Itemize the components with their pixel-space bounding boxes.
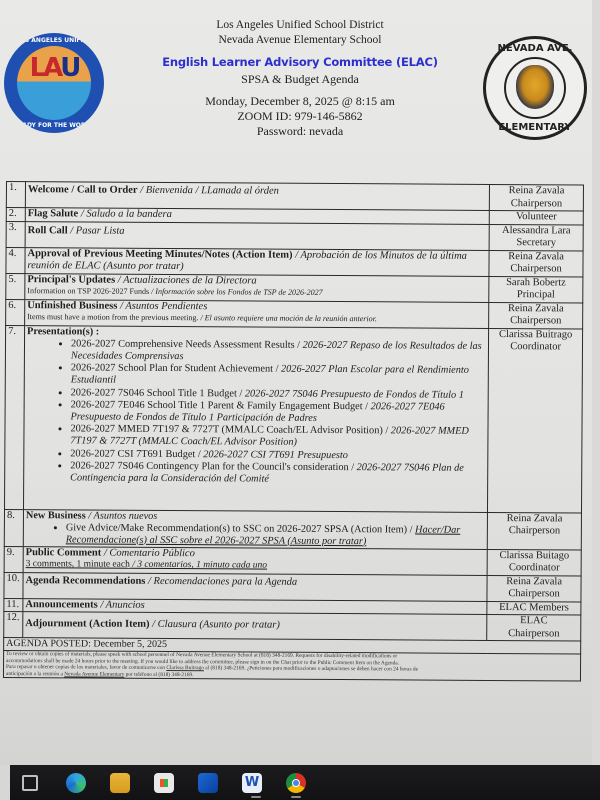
header-text bbox=[150, 18, 450, 139]
task-view-icon[interactable] bbox=[22, 775, 38, 791]
list-item: • 2026-2027 7S046 Contingency Plan for the Council's consideration / 2026-2027 7S046 Plan de Contingencia para la Consideración del Comité bbox=[70, 460, 485, 487]
list-item: • Give Advice/Make Recommendation(s) to SSC on 2026-2027 SPSA (Action Item) / Hacer/Dar Recomendacione(s) al SSC sobre el 2026-2027 SPSA (Asunto por tratar) bbox=[66, 522, 485, 549]
agenda-header bbox=[0, 0, 600, 175]
agenda-row: 11. Announcements / Anuncios ELAC Members bbox=[4, 598, 581, 615]
school-name: Nevada Avenue Elementary School bbox=[218, 34, 382, 46]
chrome-active-indicator bbox=[291, 796, 301, 798]
agenda-row: 7. Presentation(s) : • 2026-2027 Comprehensive Needs Assessment Results / 2026-2027 Repaso de los Resultados de las Necesidades Comprensivas • 2026-2027 School Plan for Student Achievement / 2026-2027 Plan Escolar para el Rendimiento Estudiantil • 2026-2027 7S046 School Title 1 Budget / 2026-2027 7S046 Presupuesto de Fondos de Título 1 • 2026-2027 7E046 School Title 1 Parent & Family Engagement Budget / 2026-2027 7E046 Presupuesto de Fondos de Título 1 Participación de Padres • 2026-2027 MMED 7T197 & 7727T (MMALC Coach/EL Advisor Position) / 2026-2027 MMED 7T197 & 7727T (MMALC Coach/EL Advisor Position) • 2026-2027 CSI 7T691 Budget / 2026-2027 CSI 7T691 Presupuesto • 2026-2027 7S046 Contingency Plan for the Council's consideration / 2026-2027 7S046 Plan de Contingencia para la Consideración del Comité Clarissa Buitrago Coordinator bbox=[4, 325, 582, 513]
zoom-id: ZOOM ID: 979-146-5862 bbox=[237, 109, 363, 123]
lausd-logo-icon: LOS ANGELES UNIFIED LAU READY FOR THE WORLD bbox=[4, 33, 104, 133]
agenda-row: 4. Approval of Previous Meeting Minutes/Notes (Action Item) / Aprobación de los Minutos de la última reunión de ELAC (Asunto por tratar) Reina Zavala Chairperson bbox=[6, 247, 583, 277]
lion-icon bbox=[516, 65, 554, 109]
fine-print: To review or obtain copies of materials, please speak with school personnel of Nevada Avenue Elementary School at (818) 348-2169. Requests for disability-related modifications or accommodations shall be made 24 hours prior to the meeting. If you would like to address the committee, please sign in on the Chat prior to the Public Comment Item on the Agenda. Para repasar u obtener copias de los materiales, favor de comunicarse con Clarissa Buitrago al (818) 348-2169. ¿Peticiones para modificaciones o adaptaciones se deben hacer con 24 horas de anticipación a la reunión a Nevada Avenue Elementary por teléfono al (818) 348-2169. bbox=[3, 650, 580, 681]
agenda-row: 5. Principal's Updates / Actualizaciones de la Directora Information on TSP 2026-2027 Funds / Información sobre los Fondos de TSP de 2026-2027 Sarah Bobertz Principal bbox=[6, 273, 583, 303]
agenda-row: 10. Agenda Recommendations / Recomendaciones para la Agenda Reina Zavala Chairperson bbox=[4, 572, 581, 602]
list-item: • 2026-2027 MMED 7T197 & 7727T (MMALC Coach/EL Advisor Position) / 2026-2027 MMED 7T197 & 7727T (MMALC Coach/EL Advisor Position) bbox=[70, 424, 485, 451]
agenda-row: 8. New Business / Asuntos nuevos • Give Advice/Make Recommendation(s) to SSC on 2026-2027 SPSA (Action Item) / Hacer/Dar Recomendacione(s) al SSC sobre el 2026-2027 SPSA (Asunto por tratar) Reina Zavala Chairperson bbox=[4, 509, 581, 550]
file-explorer-icon[interactable] bbox=[110, 773, 130, 793]
meeting-date: Monday, December 8, 2025 @ 8:15 am bbox=[205, 94, 395, 108]
fine-print-row bbox=[3, 650, 580, 681]
agenda-posted: AGENDA POSTED: December 5, 2025 bbox=[4, 637, 581, 654]
list-item: • 2026-2027 Comprehensive Needs Assessment Results / 2026-2027 Repaso de los Resultados de las Necesidades Comprensivas bbox=[71, 338, 486, 365]
nevada-lion-logo-icon: NEVADA AVE. ELEMENTARY bbox=[483, 36, 587, 140]
agenda-row: 2. Flag Salute / Saludo a la bandera Volunteer bbox=[6, 208, 583, 225]
agenda-table bbox=[3, 181, 584, 682]
zoom-password: Password: nevada bbox=[256, 124, 344, 138]
word-active-indicator bbox=[251, 796, 261, 798]
agenda-title: SPSA & Budget Agenda bbox=[241, 72, 359, 86]
list-item: • 2026-2027 CSI 7T691 Budget / 2026-2027 CSI 7T691 Presupuesto bbox=[70, 448, 485, 463]
edge-browser-icon[interactable] bbox=[66, 773, 86, 793]
windows-taskbar bbox=[0, 765, 600, 800]
chrome-icon[interactable] bbox=[286, 773, 306, 793]
list-item: • 2026-2027 7S046 School Title 1 Budget / 2026-2027 7S046 Presupuesto de Fondos de Título 1 bbox=[71, 387, 486, 402]
agenda-row: 1. Welcome / Call to Order / Bienvenida / LLamada al órden Reina Zavala Chairperson bbox=[6, 182, 583, 212]
district-name: Los Angeles Unified School District bbox=[216, 19, 384, 31]
agenda-row: 9. Public Comment / Comentario Público 3 comments, 1 minute each / 3 comentarios, 1 minuto cada uno Clarissa Buitago Coordinator bbox=[4, 546, 581, 576]
presentation-list bbox=[26, 338, 486, 487]
committee-title: English Learner Advisory Committee (ELAC) bbox=[162, 55, 438, 69]
microsoft-store-icon[interactable] bbox=[154, 773, 174, 793]
agenda-row: 3. Roll Call / Pasar Lista Alessandra Lara Secretary bbox=[6, 221, 583, 251]
list-item: • 2026-2027 School Plan for Student Achievement / 2026-2027 Plan Escolar para el Rendimiento Estudiantil bbox=[71, 363, 486, 390]
word-icon[interactable]: W bbox=[242, 773, 262, 793]
list-item: • 2026-2027 7E046 School Title 1 Parent & Family Engagement Budget / 2026-2027 7E046 Presupuesto de Fondos de Título 1 Participación de Padres bbox=[70, 399, 485, 426]
outlook-icon[interactable] bbox=[198, 773, 218, 793]
agenda-row: 6. Unfinished Business / Asuntos Pendientes Items must have a motion from the previous meeting. / El asunto requiere una moción de la reunión anterior. Reina Zavala Chairperson bbox=[6, 299, 583, 329]
agenda-row: 12. Adjournment (Action Item) / Clausura (Asunto por tratar) ELAC Chairperson bbox=[4, 611, 581, 641]
